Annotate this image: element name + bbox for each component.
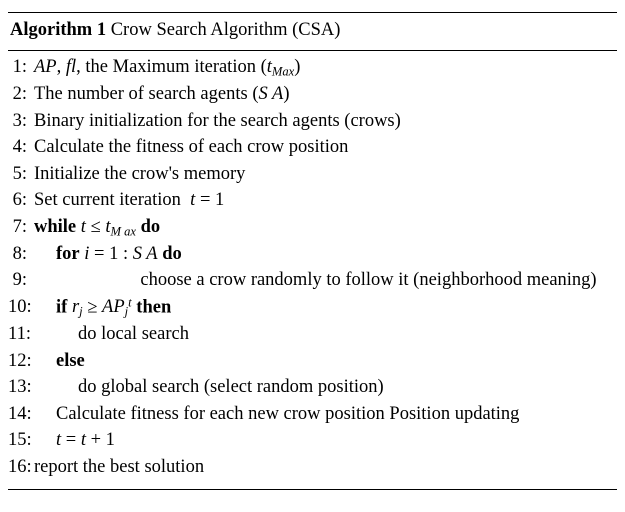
line-content: choose a crow randomly to follow it (neighborhood meaning): [34, 270, 597, 291]
algorithm-line: [8, 322, 617, 349]
algorithm-title: Crow Search Algorithm (CSA): [110, 20, 341, 40]
algorithm-header: [8, 13, 617, 48]
algorithm-line: [8, 214, 617, 241]
algorithm-line: [8, 268, 617, 295]
line-number: 9:: [12, 270, 27, 291]
line-content: Binary initialization for the search agents (crows): [34, 110, 401, 131]
line-number: 1:: [12, 57, 27, 78]
algorithm-label: Algorithm 1: [10, 20, 107, 40]
algorithm-line: [8, 82, 617, 109]
algorithm-line: [8, 294, 617, 322]
line-content: for i = 1 : S A do: [56, 243, 182, 264]
algorithm-line: [8, 428, 617, 455]
algorithm-line: [8, 401, 617, 428]
algorithm-line: [8, 108, 617, 135]
line-number: 4:: [12, 137, 27, 158]
line-content: report the best solution: [34, 456, 205, 477]
line-content: if $r_j \ge AP_j^t$ then: [56, 295, 172, 319]
line-content: do local search: [78, 324, 189, 345]
line-number: 2:: [12, 84, 27, 105]
rule-bottom: [8, 489, 617, 490]
algorithm-line: [8, 348, 617, 375]
line-content: t = t + 1: [56, 430, 115, 451]
line-content: else: [56, 350, 85, 371]
algorithm-block: [0, 12, 625, 490]
line-number: 3:: [12, 110, 27, 131]
line-content: do global search (select random position): [78, 377, 384, 398]
line-content: Calculate fitness for each new crow position Position updating: [56, 403, 520, 424]
algorithm-line: [8, 161, 617, 188]
line-content: Calculate the fitness of each crow position: [34, 137, 349, 158]
algorithm-line: [8, 135, 617, 162]
algorithm-line: [8, 454, 617, 481]
line-content: Initialize the crow's memory: [34, 163, 246, 184]
line-content: The number of search agents (S A): [34, 84, 290, 105]
line-number: 7:: [12, 216, 27, 237]
line-number: 15:: [8, 430, 32, 451]
algorithm-lines: [8, 51, 617, 487]
line-number: 14:: [8, 403, 32, 424]
line-number: 16:: [8, 456, 32, 477]
line-content: while $t \le t_{M ax}$ do: [34, 216, 161, 239]
line-number: 8:: [12, 243, 27, 264]
line-content: AP, fl, the Maximum iteration $(t_{Max})$: [34, 57, 301, 79]
algorithm-line: [8, 55, 617, 82]
line-number: 13:: [8, 377, 32, 398]
line-number: 11:: [8, 324, 31, 345]
line-number: 5:: [12, 163, 27, 184]
algorithm-line: [8, 375, 617, 402]
algorithm-line: [8, 188, 617, 215]
line-number: 6:: [12, 190, 27, 211]
algorithm-line: [8, 241, 617, 268]
line-number: 12:: [8, 350, 32, 371]
line-content: Set current iteration t = 1: [34, 190, 225, 211]
line-number: 10:: [8, 296, 32, 317]
